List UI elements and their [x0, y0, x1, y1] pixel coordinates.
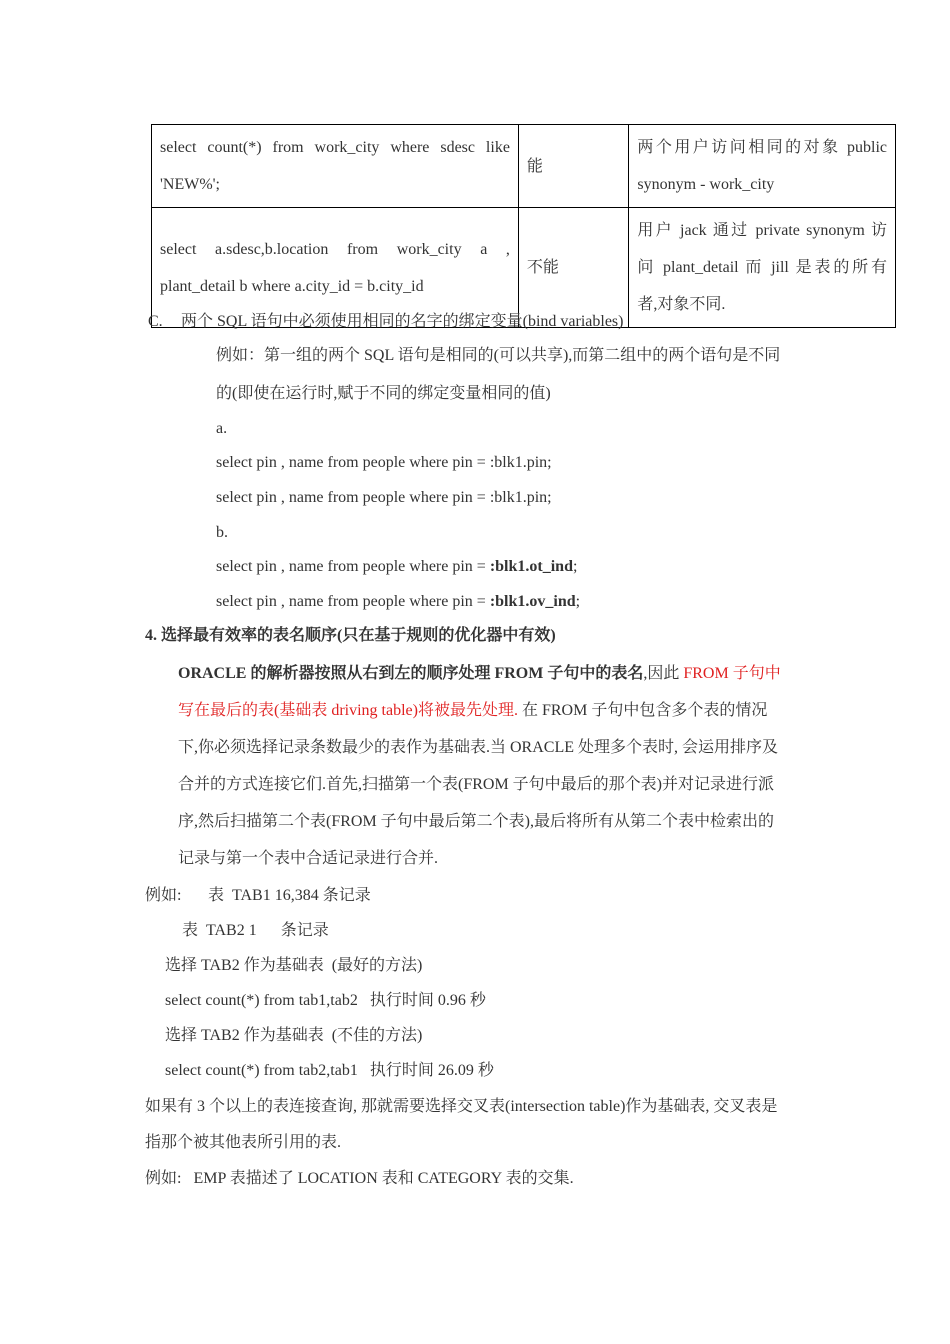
paragraph-line: 合并的方式连接它们.首先,扫描第一个表(FROM 子句中最后的那个表)并对记录进行派: [178, 776, 775, 793]
sql-cell: [152, 208, 519, 328]
note-cell: [629, 125, 896, 208]
sql-cell: [152, 125, 519, 208]
example-text: 例如: EMP 表描述了 LOCATION 表和 CATEGORY 表的交集.: [145, 1170, 574, 1187]
shareable-cell: 能: [518, 125, 628, 208]
code-text: ;: [572, 558, 578, 575]
section-title: 两个 SQL 语句中必须使用相同的名字的绑定变量(bind variables): [181, 313, 624, 330]
note-text: 用户 jack 通过 private synonym 访: [637, 222, 887, 239]
example-text: 选择 TAB2 作为基础表 (不佳的方法): [165, 1027, 423, 1044]
note-cell: [629, 208, 896, 328]
code-line: select pin , name from people where pin = :blk1.pin;: [216, 454, 552, 471]
note-text: 者,对象不同.: [637, 296, 726, 313]
example-text: 表 TAB1 16,384 条记录: [208, 887, 371, 904]
paragraph-line: 指那个被其他表所引用的表.: [145, 1134, 342, 1151]
code-line: select count(*) from tab2,tab1 执行时间 26.09 秒: [165, 1062, 494, 1079]
sql-text: select count(*) from work_city where sdesc like: [160, 139, 510, 156]
group-label: b.: [216, 524, 228, 541]
code-line: [216, 592, 580, 612]
paragraph-text: ,因此: [643, 665, 684, 682]
paragraph-line: [178, 692, 806, 729]
example-label: 例如:: [145, 887, 182, 904]
comparison-table: [151, 124, 896, 328]
example-text: 的(即使在运行时,赋于不同的绑定变量相同的值): [216, 385, 551, 402]
emphasis-text: ORACLE 的解析器按照从右到左的顺序处理 FROM 子句中的表名: [178, 665, 644, 682]
highlight-text: 写在最后的表(基础表 driving table)将被最先处理.: [178, 702, 518, 719]
highlight-text: FROM 子句中: [683, 665, 781, 682]
section-marker: C.: [148, 313, 163, 330]
body-paragraph: [178, 655, 806, 877]
table-row: [152, 125, 896, 208]
code-text: select pin , name from people where pin =: [216, 558, 490, 575]
shareable-cell: 不能: [518, 208, 628, 328]
paragraph-line: 如果有 3 个以上的表连接查询, 那就需要选择交叉表(intersection table)作为基础表, 交叉表是: [145, 1098, 778, 1115]
bind-variable: :blk1.ov_ind: [489, 593, 576, 610]
paragraph-line: 记录与第一个表中合适记录进行合并.: [178, 850, 439, 867]
sql-text: select a.sdesc,b.location from work_city a ,: [160, 240, 510, 258]
example-text: 例如：第一组的两个 SQL 语句是相同的(可以共享),而第二组中的两个语句是不同: [216, 347, 781, 364]
paragraph-line: 序,然后扫描第二个表(FROM 子句中最后第二个表),最后将所有从第二个表中检索出的: [178, 813, 775, 830]
example-text: 表 TAB2 1 条记录: [182, 922, 329, 939]
group-label: a.: [216, 420, 228, 437]
paragraph-line: 下,你必须选择记录条数最少的表作为基础表.当 ORACLE 处理多个表时, 会运用排序及: [178, 739, 779, 756]
paragraph-line: [178, 655, 806, 692]
sql-text: plant_detail b where a.city_id = b.city_id: [160, 277, 424, 295]
code-line: select pin , name from people where pin = :blk1.pin;: [216, 489, 552, 506]
code-text: select pin , name from people where pin =: [216, 593, 490, 610]
note-text: 问 plant_detail 而 jill 是表的所有: [637, 259, 887, 276]
note-text: 两个用户访问相同的对象 public: [637, 139, 887, 156]
sql-text: 'NEW%';: [160, 176, 220, 193]
code-text: ;: [575, 593, 581, 610]
example-text: 选择 TAB2 作为基础表 (最好的方法): [165, 957, 423, 974]
bind-variable: :blk1.ot_ind: [489, 558, 573, 575]
code-line: select count(*) from tab1,tab2 执行时间 0.96 秒: [165, 992, 486, 1009]
note-text: synonym - work_city: [637, 176, 775, 193]
paragraph-text: 在 FROM 子句中包含多个表的情况: [517, 702, 768, 719]
section-heading: 4. 选择最有效率的表名顺序(只在基于规则的优化器中有效): [145, 627, 556, 644]
code-line: [216, 557, 577, 577]
table-row: [152, 208, 896, 328]
